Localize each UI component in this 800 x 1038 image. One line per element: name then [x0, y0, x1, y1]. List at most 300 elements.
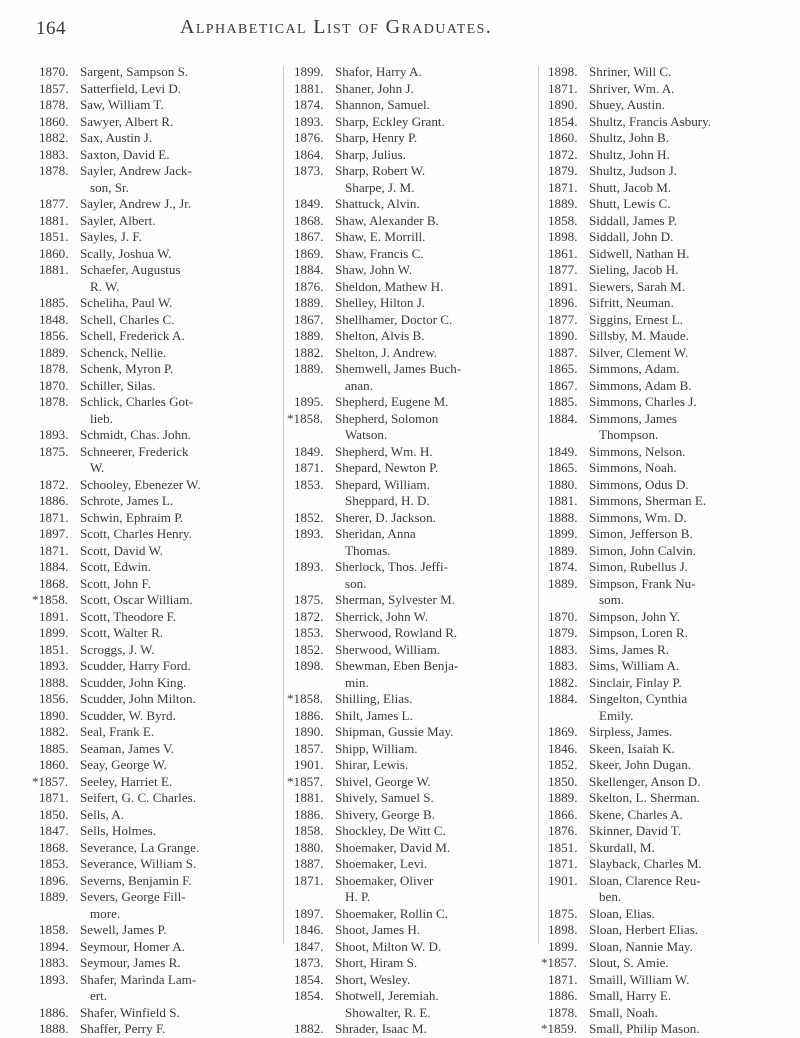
graduate-entry: [36, 889, 284, 922]
graduation-year: 1857.: [294, 740, 324, 756]
graduate-entry: [545, 345, 795, 362]
graduation-year: 1874.: [294, 97, 324, 112]
graduation-year: 1882.: [39, 130, 69, 145]
graduate-name: Satterfield, Levi D.: [80, 80, 182, 96]
graduate-entry: [545, 609, 795, 626]
graduate-entry: [291, 790, 536, 807]
graduation-year: 1889.: [39, 344, 69, 360]
graduate-entry: [291, 328, 536, 345]
graduation-year: 1887.: [548, 344, 578, 360]
graduation-year: 1852.: [294, 509, 324, 525]
graduation-year: 1901.: [294, 757, 324, 772]
graduate-name: Slayback, Charles M.: [589, 856, 702, 871]
graduation-year: 1875.: [294, 592, 324, 607]
graduate-name: Simmons, Charles J.: [589, 394, 697, 409]
graduate-entry: [545, 64, 795, 81]
graduate-name: Seal, Frank E.: [80, 724, 155, 739]
graduate-name: Schenk, Myron P.: [80, 361, 174, 376]
graduate-name: Simpson, Frank Nu-: [589, 575, 696, 591]
graduate-name: Shipp, William.: [335, 740, 418, 756]
graduate-name: Saxton, David E.: [80, 146, 170, 162]
graduation-year: 1876.: [548, 823, 578, 838]
graduate-entry: [36, 1021, 284, 1038]
graduate-name: Sherlock, Thos. Jeffi-: [335, 559, 448, 574]
graduate-name-continued: son.: [345, 575, 367, 591]
graduation-year: 1889.: [548, 196, 578, 211]
graduate-entry: [545, 873, 795, 906]
graduate-entry: [36, 147, 284, 164]
graduate-entry: [36, 741, 284, 758]
graduation-year: 1884.: [39, 559, 69, 574]
graduate-name: Sharp, Eckley Grant.: [335, 113, 445, 129]
graduation-year: 1856.: [39, 691, 69, 706]
graduate-entry: [545, 460, 795, 477]
graduation-year: 1846.: [548, 740, 578, 756]
graduate-name: Shrader, Isaac M.: [335, 1021, 427, 1036]
graduate-name: Scudder, John King.: [80, 674, 187, 690]
graduation-year: 1876.: [294, 278, 324, 294]
graduate-entry: [291, 81, 536, 98]
graduate-entry: [36, 361, 284, 378]
graduation-year: 1853.: [294, 476, 324, 492]
graduation-year: 1871.: [548, 80, 578, 96]
graduate-entry: [291, 361, 536, 394]
graduate-entry: [545, 625, 795, 642]
graduation-year: 1884.: [548, 410, 578, 426]
graduate-entry: [36, 427, 284, 444]
graduation-year: 1877.: [548, 311, 578, 327]
graduate-name-continued: Emily.: [599, 707, 634, 723]
graduation-year: 1870.: [39, 64, 69, 79]
graduation-year: 1896.: [548, 295, 578, 310]
graduation-year: 1871.: [548, 971, 578, 987]
graduation-year: 1872.: [39, 476, 69, 492]
graduation-year: 1881.: [294, 790, 324, 805]
graduate-entry: [36, 444, 284, 477]
graduate-entry: [291, 510, 536, 527]
graduate-entry: [291, 757, 536, 774]
graduate-name: Skelton, L. Sherman.: [589, 790, 700, 805]
graduation-year: 1875.: [39, 443, 69, 459]
graduation-year: 1873.: [294, 955, 324, 970]
graduate-name: Simpson, John Y.: [589, 608, 680, 624]
graduation-year: 1890.: [294, 724, 324, 739]
graduate-name: Siddall, John D.: [589, 229, 674, 244]
graduation-year: 1880.: [548, 476, 578, 492]
graduate-name: Schell, Frederick A.: [80, 328, 185, 343]
graduation-year: 1860.: [39, 113, 69, 129]
graduation-year: 1857.: [39, 80, 69, 96]
graduate-entry: [36, 295, 284, 312]
graduation-year: 1860.: [39, 757, 69, 772]
graduation-year: 1883.: [548, 658, 578, 673]
graduation-year: 1889.: [294, 295, 324, 310]
graduate-name: Shaw, John W.: [335, 262, 412, 277]
graduation-year: 1883.: [39, 955, 69, 970]
graduation-year: 1871.: [294, 872, 324, 888]
graduate-name: Silver, Clement W.: [589, 344, 689, 360]
page-number: 164: [36, 18, 66, 39]
graduation-year: 1878.: [39, 97, 69, 112]
graduate-column-2: [287, 64, 536, 1038]
graduate-entry: [36, 196, 284, 213]
graduation-year: 1890.: [548, 328, 578, 343]
graduate-entry: [36, 526, 284, 543]
graduate-name: Sirpless, James.: [589, 724, 673, 739]
graduate-name: Sharp, Robert W.: [335, 163, 426, 178]
graduate-name-continued: more.: [90, 905, 121, 921]
graduate-entry: [291, 988, 536, 1021]
graduation-year: 1865.: [548, 361, 578, 376]
graduate-entry: [545, 939, 795, 956]
graduate-entry: [36, 642, 284, 659]
graduate-entry: [36, 972, 284, 1005]
graduation-year: 1885.: [548, 394, 578, 409]
graduation-year: 1854.: [294, 971, 324, 987]
graduation-year: 1858.: [39, 922, 69, 937]
graduate-entry: [36, 81, 284, 98]
graduate-entry: [545, 675, 795, 692]
graduate-name: Sheridan, Anna: [335, 526, 416, 541]
graduate-entry: [541, 955, 795, 972]
graduation-year: 1873.: [294, 163, 324, 178]
graduation-year: 1895.: [294, 394, 324, 409]
graduate-entry: [291, 64, 536, 81]
graduate-name: Sells, A.: [80, 806, 125, 822]
graduation-year: 1858.: [548, 212, 578, 228]
graduate-entry: [291, 559, 536, 592]
graduate-entry: [545, 246, 795, 263]
graduation-year: 1847.: [294, 938, 324, 954]
graduate-entry: [291, 460, 536, 477]
graduation-year: 1893.: [294, 526, 324, 541]
graduate-name: Seymour, James R.: [80, 955, 181, 970]
graduate-entry: [291, 922, 536, 939]
graduate-name: Scott, David W.: [80, 542, 163, 558]
graduation-year: 1883.: [39, 146, 69, 162]
graduate-entry: [291, 163, 536, 196]
graduation-year: 1888.: [39, 1021, 69, 1036]
graduation-year: 1887.: [294, 856, 324, 871]
graduation-year: 1881.: [39, 262, 69, 277]
graduate-name: Scott, Oscar William.: [80, 592, 193, 607]
graduation-year: *1857.: [541, 955, 578, 970]
graduate-entry: [545, 163, 795, 180]
graduate-entry: [291, 708, 536, 725]
graduation-year: *1857.: [32, 773, 69, 789]
graduate-entry: [36, 790, 284, 807]
graduate-name: Seymour, Homer A.: [80, 938, 185, 954]
graduate-name: Short, Hiram S.: [335, 955, 418, 970]
graduate-entry: [36, 708, 284, 725]
graduate-name: Skeen, Isaiah K.: [589, 740, 675, 756]
graduation-year: 1858.: [294, 823, 324, 838]
graduate-entry: [36, 328, 284, 345]
graduate-name: Sloan, Elias.: [589, 905, 655, 921]
graduate-name: Sherer, D. Jackson.: [335, 509, 436, 525]
graduate-entry: [36, 312, 284, 329]
graduate-name: Shafer, Winfield S.: [80, 1004, 180, 1020]
graduation-year: 1899.: [294, 64, 324, 79]
graduation-year: 1882.: [294, 1021, 324, 1036]
graduate-name-continued: anan.: [345, 377, 373, 393]
graduate-entry: [36, 840, 284, 857]
graduate-name: Sargent, Sampson S.: [80, 64, 189, 79]
graduate-name-continued: som.: [599, 592, 625, 607]
graduate-entry: [291, 312, 536, 329]
graduate-name: Shemwell, James Buch-: [335, 361, 462, 376]
graduate-name-continued: son, Sr.: [90, 179, 129, 195]
graduate-entry: [36, 955, 284, 972]
graduation-year: 1865.: [548, 460, 578, 475]
graduate-entry: [545, 196, 795, 213]
graduation-year: 1886.: [548, 988, 578, 1003]
graduate-entry: [36, 576, 284, 593]
graduation-year: 1879.: [548, 163, 578, 178]
graduation-year: 1868.: [39, 575, 69, 591]
graduation-year: 1872.: [548, 146, 578, 162]
graduate-entry: [291, 658, 536, 691]
graduate-name-continued: W.: [90, 460, 105, 475]
graduation-year: *1858.: [287, 691, 324, 706]
graduate-name: Saw, William T.: [80, 97, 164, 112]
graduation-year: 1898.: [548, 922, 578, 937]
graduate-entry: [291, 477, 536, 510]
graduate-entry: [291, 345, 536, 362]
graduate-entry: [291, 724, 536, 741]
graduate-name: Shepard, William.: [335, 476, 430, 492]
graduation-year: 1898.: [294, 658, 324, 673]
column-rule: [538, 66, 539, 944]
graduation-year: 1871.: [39, 542, 69, 558]
graduate-entry: [545, 741, 795, 758]
graduation-year: 1881.: [39, 212, 69, 228]
graduate-entry: [545, 81, 795, 98]
graduation-year: 1853.: [39, 856, 69, 871]
graduate-name: Shoemaker, Oliver: [335, 872, 434, 888]
graduate-name: Scheliha, Paul W.: [80, 295, 173, 310]
graduate-entry: [32, 592, 284, 609]
graduate-entry: [545, 559, 795, 576]
graduate-entry: [291, 147, 536, 164]
graduate-name: Shivel, George W.: [335, 773, 431, 789]
graduate-name: Sax, Austin J.: [80, 130, 153, 145]
graduation-year: 1893.: [39, 971, 69, 987]
graduation-year: 1888.: [548, 509, 578, 525]
graduate-name: Shriver, Wm. A.: [589, 80, 675, 96]
graduate-name: Shepherd, Eugene M.: [335, 394, 449, 409]
graduate-name: Sloan, Herbert Elias.: [589, 922, 699, 937]
graduate-name: Shaw, E. Morrill.: [335, 229, 426, 244]
graduate-name: Simmons, Adam.: [589, 361, 680, 376]
graduate-entry: [545, 840, 795, 857]
graduate-name: Skeer, John Dugan.: [589, 757, 692, 772]
graduate-entry: [291, 394, 536, 411]
graduate-name: Sherwood, Rowland R.: [335, 625, 458, 640]
graduation-year: 1854.: [294, 988, 324, 1003]
graduate-entry: [291, 97, 536, 114]
graduate-name: Small, Philip Mason.: [589, 1021, 700, 1036]
graduation-year: 1864.: [294, 146, 324, 162]
graduate-name: Shipman, Gussie May.: [335, 724, 454, 739]
graduate-name: Simmons, Adam B.: [589, 377, 692, 393]
graduate-name-continued: ben.: [599, 889, 622, 904]
graduate-entry: [545, 312, 795, 329]
graduate-name: Sieling, Jacob H.: [589, 262, 679, 277]
graduate-name: Sims, William A.: [589, 658, 680, 673]
graduation-year: 1866.: [548, 806, 578, 822]
graduate-name: Sayler, Albert.: [80, 212, 156, 228]
graduate-entry: [545, 526, 795, 543]
graduation-year: 1890.: [39, 707, 69, 723]
graduation-year: 1851.: [39, 641, 69, 657]
graduate-entry: [545, 97, 795, 114]
graduation-year: 1850.: [39, 806, 69, 822]
graduate-name: Simon, Rubellus J.: [589, 559, 688, 574]
graduate-name: Seeley, Harriet E.: [80, 773, 173, 789]
graduate-entry: [545, 1005, 795, 1022]
graduate-entry: [545, 477, 795, 494]
graduation-year: 1870.: [39, 377, 69, 393]
graduate-entry: [36, 922, 284, 939]
graduate-name: Siddall, James P.: [589, 212, 678, 228]
graduate-entry: [291, 955, 536, 972]
graduation-year: 1882.: [294, 344, 324, 360]
graduation-year: 1885.: [39, 740, 69, 756]
graduate-name: Slout, S. Amie.: [589, 955, 669, 970]
graduation-year: 1861.: [548, 245, 578, 261]
graduation-year: 1886.: [39, 1004, 69, 1020]
graduate-name: Schiller, Silas.: [80, 377, 156, 393]
graduate-name: Scally, Joshua W.: [80, 245, 172, 261]
graduate-name: Sheldon, Mathew H.: [335, 278, 444, 294]
graduation-year: 1869.: [294, 245, 324, 261]
graduation-year: 1896.: [39, 872, 69, 888]
graduation-year: 1878.: [548, 1004, 578, 1020]
graduate-name: Shoot, Milton W. D.: [335, 938, 442, 954]
graduate-name: Seaman, James V.: [80, 740, 175, 756]
graduation-year: 1846.: [294, 922, 324, 937]
graduate-entry: [36, 559, 284, 576]
graduate-entry: [287, 691, 536, 708]
graduate-entry: [287, 773, 536, 791]
graduate-name: Schaefer, Augustus: [80, 262, 181, 277]
graduate-name: Simon, Jefferson B.: [589, 526, 693, 541]
graduation-year: 1871.: [39, 509, 69, 525]
graduate-name: Sims, James R.: [589, 641, 670, 657]
graduate-name: Skinner, David T.: [589, 823, 682, 838]
graduate-name-continued: Showalter, R. E.: [345, 1004, 431, 1020]
graduate-entry: [291, 856, 536, 873]
graduation-year: 1856.: [39, 328, 69, 343]
graduate-name: Scott, John F.: [80, 575, 151, 591]
graduate-entry: [36, 939, 284, 956]
graduate-entry: [36, 163, 284, 196]
graduate-name: Shellhamer, Doctor C.: [335, 311, 453, 327]
graduation-year: 1898.: [548, 229, 578, 244]
graduate-name: Small, Harry E.: [589, 988, 672, 1003]
graduate-entry: [36, 823, 284, 840]
page-header: [0, 8, 800, 48]
graduate-name-continued: Sheppard, H. D.: [345, 493, 430, 508]
graduate-entry: [36, 394, 284, 427]
graduate-name: Sloan, Nannie May.: [589, 938, 693, 954]
graduate-name: Schmidt, Chas. John.: [80, 427, 191, 442]
graduate-name: Simpson, Loren R.: [589, 625, 688, 640]
graduate-name: Sayles, J. F.: [80, 229, 142, 244]
graduate-name: Shaner, John J.: [335, 80, 414, 96]
graduate-name: Sifritt, Neuman.: [589, 295, 674, 310]
graduation-year: 1891.: [548, 278, 578, 294]
graduate-name: Sinclair, Finlay P.: [589, 674, 682, 690]
graduation-year: 1854.: [548, 113, 578, 129]
graduation-year: 1889.: [39, 889, 69, 904]
graduate-entry: [545, 229, 795, 246]
graduation-year: *1859.: [541, 1021, 578, 1036]
graduate-name: Shultz, John B.: [589, 130, 670, 145]
graduate-entry: [36, 625, 284, 642]
graduate-entry: [36, 873, 284, 890]
graduate-entry: [291, 444, 536, 461]
graduation-year: 1898.: [548, 64, 578, 79]
graduate-name: Shoot, James H.: [335, 922, 421, 937]
graduate-name: Severance, William S.: [80, 856, 197, 871]
graduate-entry: [545, 328, 795, 345]
graduate-name: Shelton, Alvis B.: [335, 328, 425, 343]
graduate-entry: [545, 213, 795, 230]
graduation-year: 1879.: [548, 625, 578, 640]
graduation-year: 1893.: [39, 427, 69, 442]
graduation-year: 1871.: [39, 790, 69, 805]
graduate-entry: [291, 213, 536, 230]
graduate-name: Shuey, Austin.: [589, 97, 665, 112]
graduate-name: Scott, Edwin.: [80, 559, 151, 574]
graduate-entry: [545, 906, 795, 923]
graduate-name: Shriner, Will C.: [589, 64, 672, 79]
graduate-name: Shepard, Newton P.: [335, 460, 439, 475]
graduation-year: 1886.: [294, 806, 324, 822]
graduate-name: Simmons, Nelson.: [589, 443, 686, 459]
graduate-entry: [545, 691, 795, 724]
graduate-entry: [36, 477, 284, 494]
graduation-year: 1868.: [39, 839, 69, 855]
graduate-name-continued: lieb.: [90, 410, 113, 426]
graduate-entry: [545, 444, 795, 461]
graduate-entry: [291, 130, 536, 147]
graduation-year: 1874.: [548, 559, 578, 574]
graduate-name: Seifert, G. C. Charles.: [80, 790, 197, 805]
graduation-year: 1853.: [294, 625, 324, 640]
graduation-year: 1889.: [548, 542, 578, 558]
graduate-entry: [36, 493, 284, 510]
graduation-year: 1891.: [39, 608, 69, 624]
graduate-name: Shilt, James L.: [335, 707, 413, 723]
graduation-year: 1871.: [294, 460, 324, 475]
graduate-entry: [545, 922, 795, 939]
graduation-year: 1897.: [294, 905, 324, 921]
graduation-year: 1850.: [548, 773, 578, 789]
graduate-entry: [36, 1005, 284, 1022]
graduate-name: Skellenger, Anson D.: [589, 773, 701, 789]
graduate-entry: [36, 229, 284, 246]
graduation-year: 1860.: [548, 130, 578, 145]
graduate-name: Shafor, Harry A.: [335, 64, 422, 79]
graduation-year: 1889.: [548, 575, 578, 591]
graduate-name: Schooley, Ebenezer W.: [80, 476, 201, 492]
graduate-entry: [36, 510, 284, 527]
graduate-entry: [545, 576, 795, 609]
graduate-name: Shirar, Lewis.: [335, 757, 409, 772]
